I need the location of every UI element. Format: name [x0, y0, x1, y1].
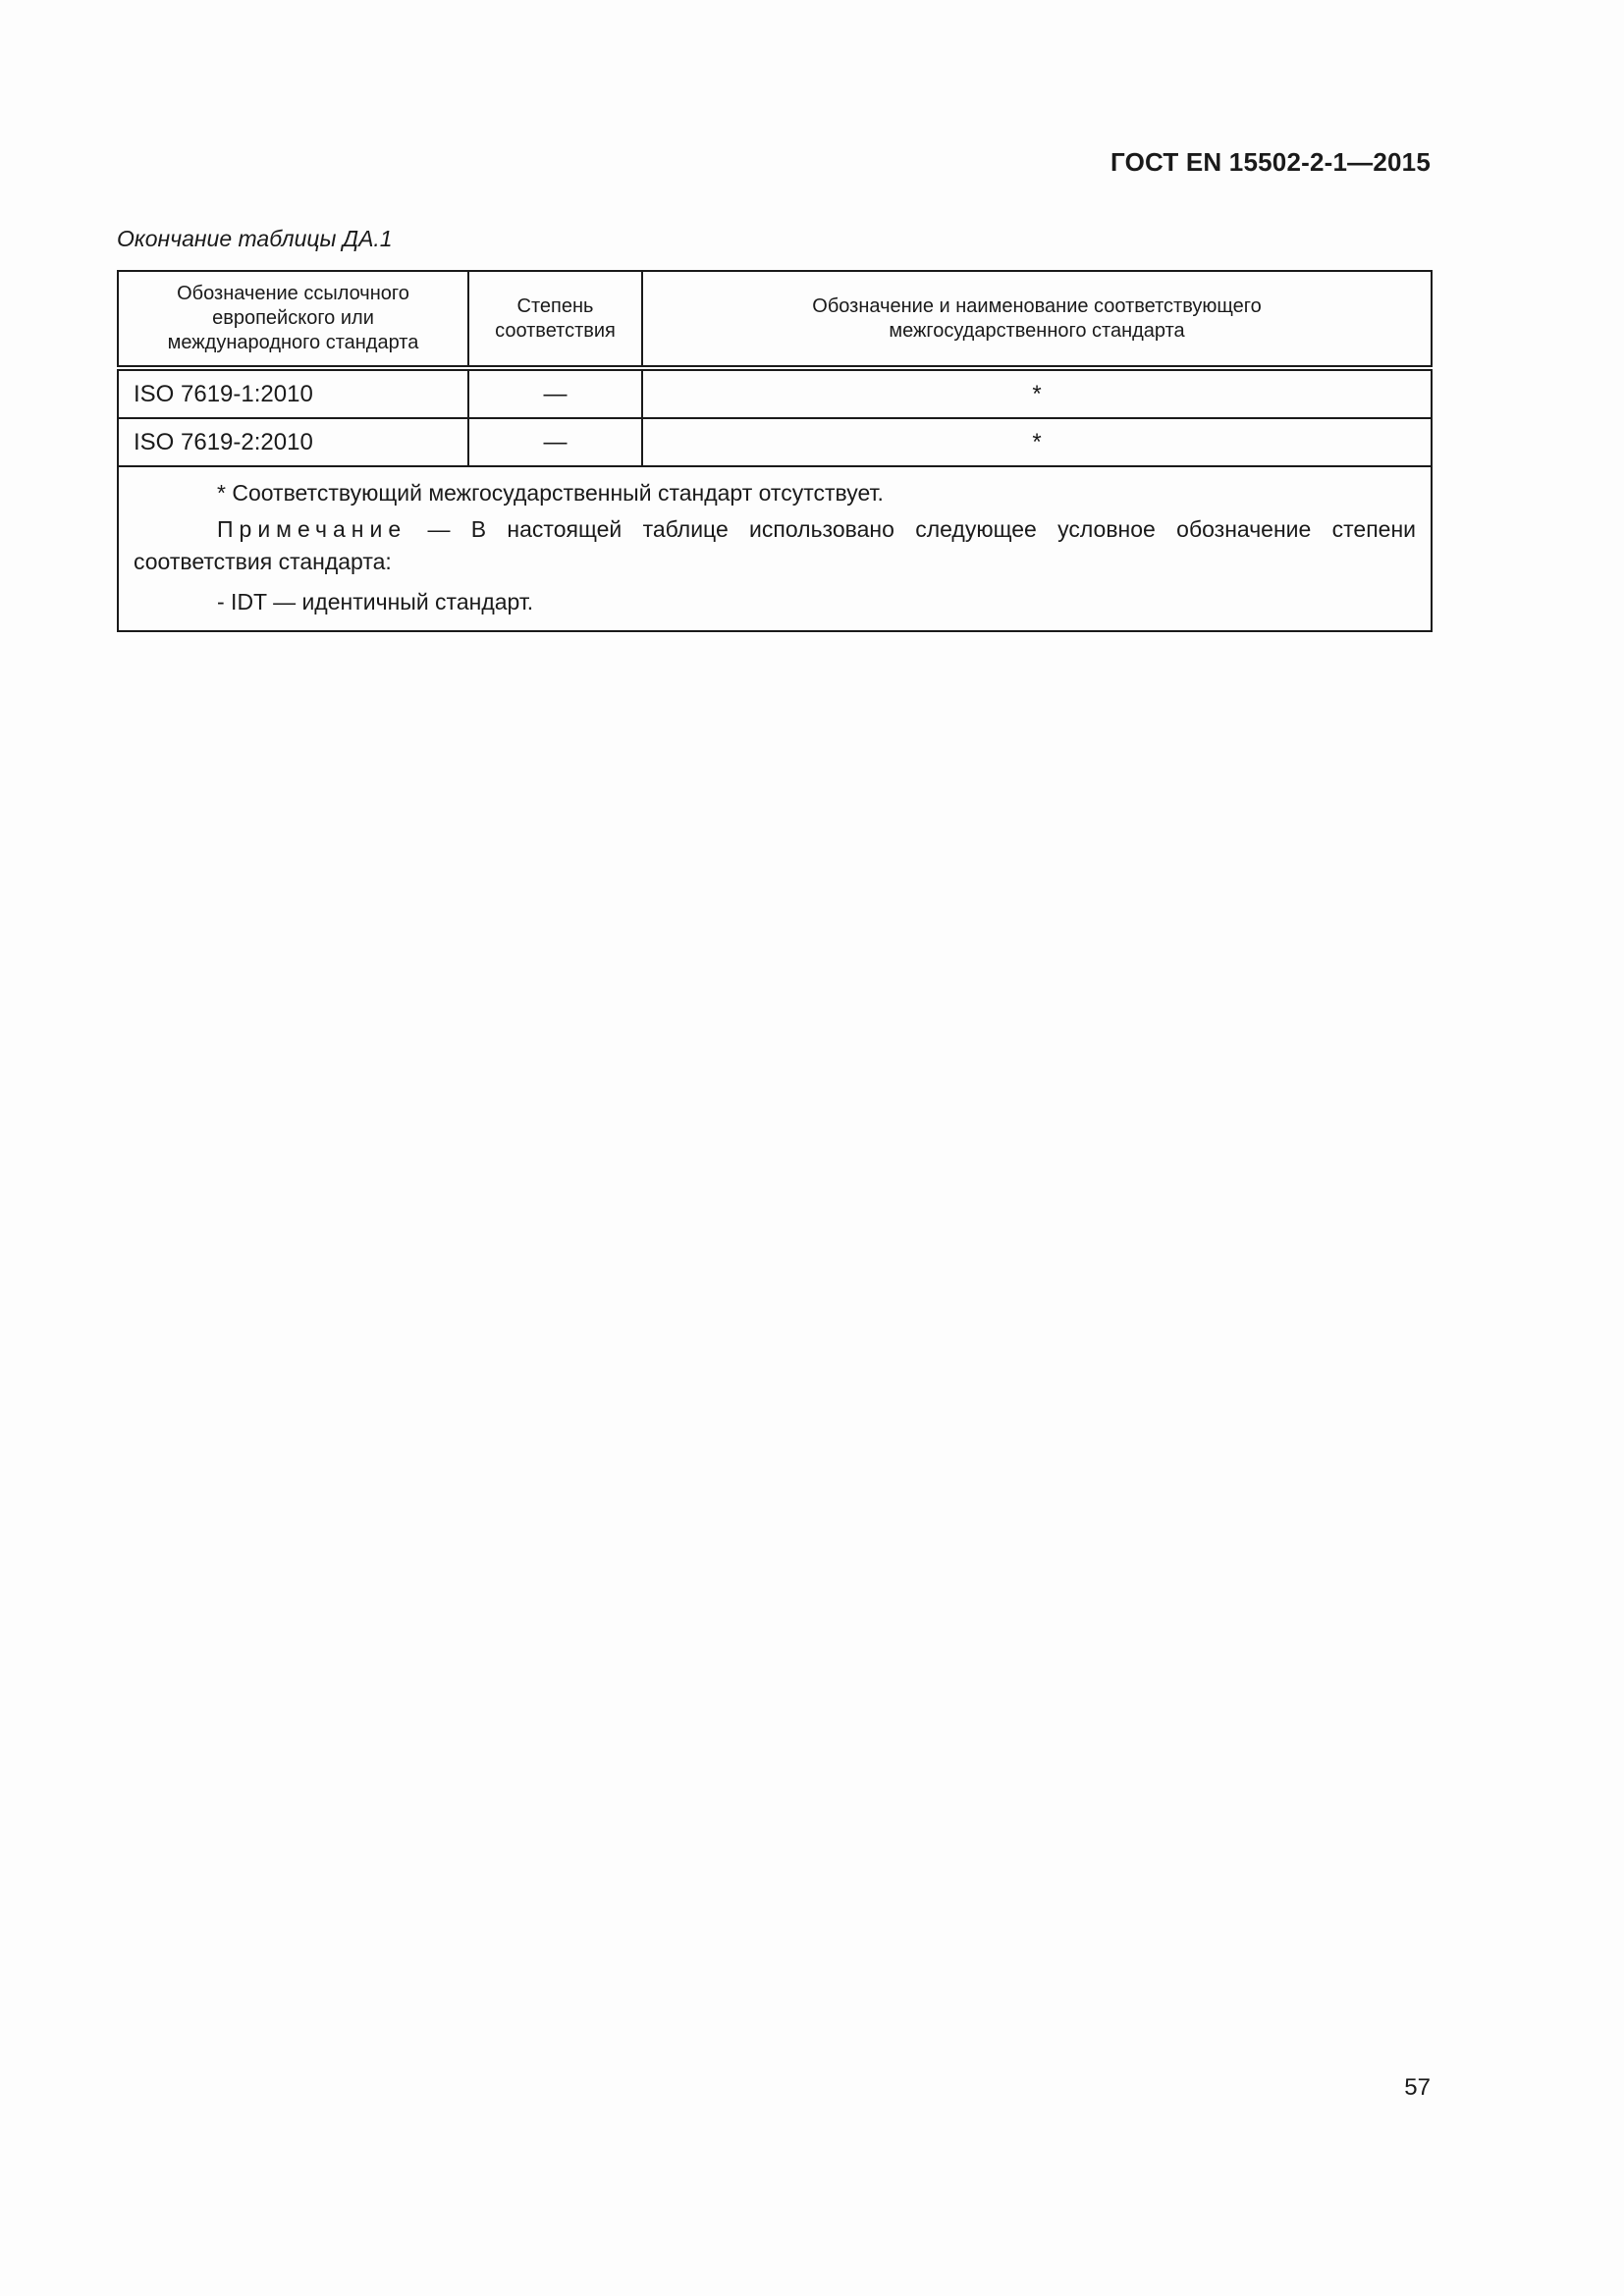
interstate-standard-cell: * [642, 418, 1432, 466]
standards-table [117, 270, 1433, 632]
table-notes [118, 466, 1432, 631]
column-header-label: Обозначение и наименование соответствующего межгосударственного стандарта [812, 294, 1262, 342]
column-header-degree [468, 271, 642, 368]
degree-cell: — [468, 368, 642, 418]
table-notes-row [118, 466, 1432, 631]
table-header-row [118, 271, 1432, 368]
reference-standard-cell: ISO 7619-1:2010 [118, 368, 468, 418]
table-caption: Окончание таблицы ДА.1 [117, 226, 393, 251]
note-label: Примечание [217, 516, 407, 542]
column-header-label: Степень соответствия [495, 294, 616, 342]
document-code: ГОСТ EN 15502-2-1—2015 [1110, 147, 1431, 177]
note-text: — В настоящей таблице использовано следующее условное обозначение степени соответствия стандарта: [134, 516, 1416, 574]
footnote: * Соответствующий межгосударственный стандарт отсутствует. [217, 480, 884, 506]
column-header-interstate-standard [642, 271, 1432, 368]
column-header-reference-standard [118, 271, 468, 368]
table-row [118, 418, 1432, 466]
table-row [118, 368, 1432, 418]
column-header-label: Обозначение ссылочного европейского или международного стандарта [167, 283, 419, 353]
reference-standard-cell: ISO 7619-2:2010 [118, 418, 468, 466]
legend-item: - IDT — идентичный стандарт. [217, 589, 534, 614]
page-number: 57 [1404, 2074, 1431, 2101]
interstate-standard-cell: * [642, 368, 1432, 418]
degree-cell: — [468, 418, 642, 466]
note-paragraph [134, 513, 1416, 578]
